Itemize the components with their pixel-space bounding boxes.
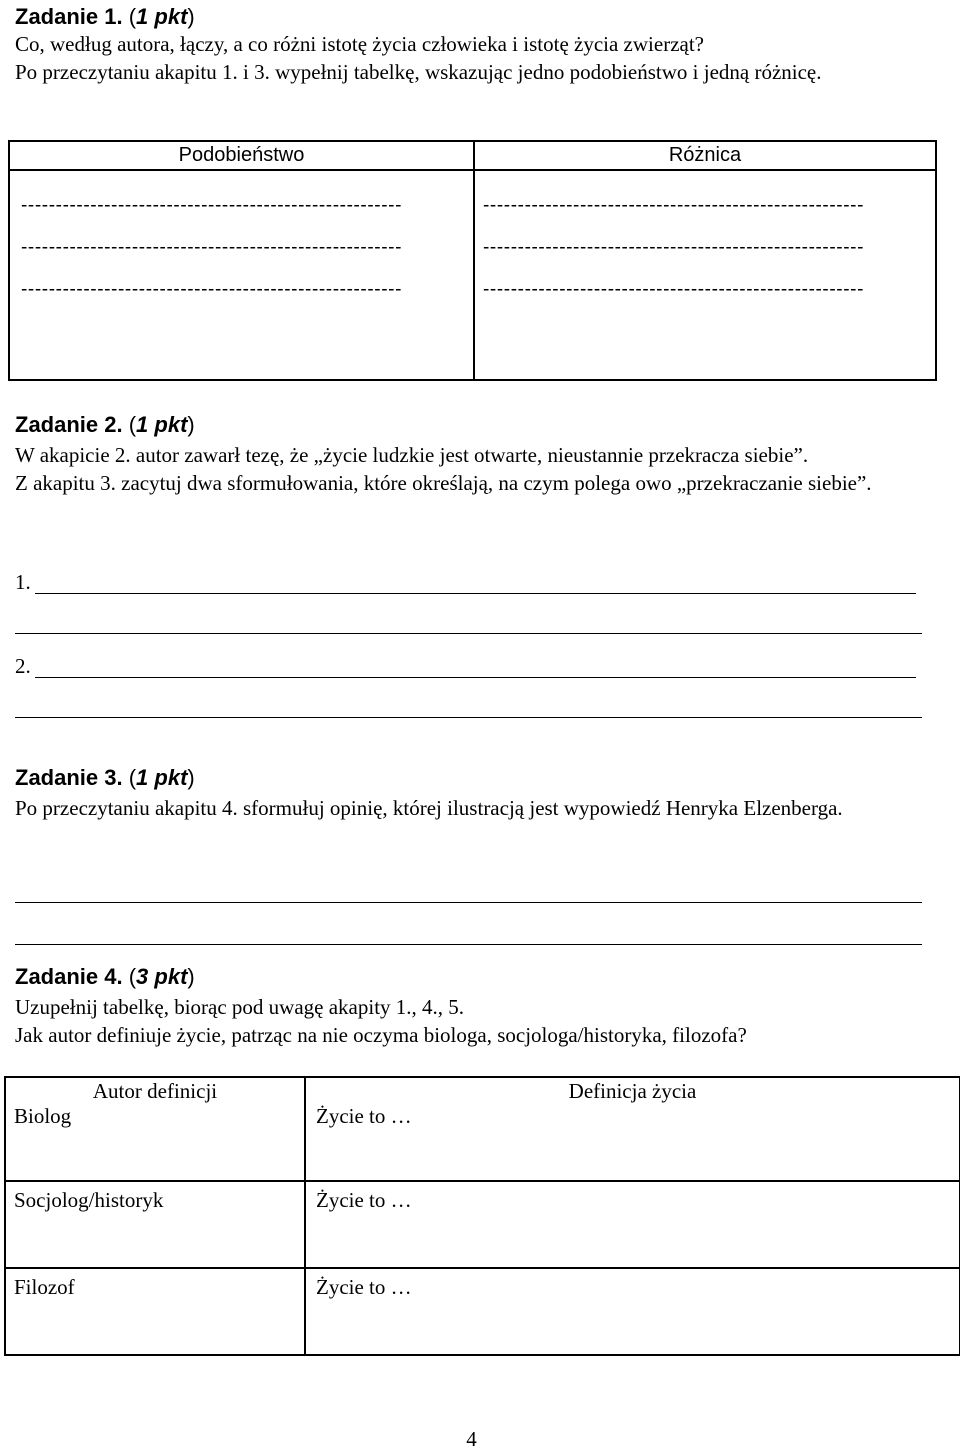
task4-instruction-2: Jak autor definiuje życie, patrząc na nie oczyma biologa, socjologa/historyka, filozofa?	[15, 1023, 747, 1047]
author-cell	[5, 1181, 305, 1268]
answer-line[interactable]	[15, 717, 922, 718]
definition-cell[interactable]	[305, 1181, 960, 1268]
answer-line[interactable]	[35, 677, 916, 678]
dashed-line: -------------------------------------------------------	[483, 195, 864, 216]
definition-cell[interactable]	[305, 1268, 960, 1355]
dashed-line: -------------------------------------------------------	[21, 195, 402, 216]
task2-heading	[15, 412, 195, 438]
author-cell	[5, 1077, 305, 1181]
dashed-line: -------------------------------------------------------	[483, 279, 864, 300]
task2-instruction: Z akapitu 3. zacytuj dwa sformułowania, które określają, na czym polega owo „przekraczanie siebie”.	[15, 471, 872, 495]
task3-title: Zadanie 3.	[15, 765, 123, 790]
answer-label-2: 2.	[15, 654, 31, 678]
row-author: Biolog	[14, 1104, 72, 1128]
task1-question: Co, według autora, łączy, a co różni istotę życia człowieka i istotę życia zwierząt?	[15, 32, 704, 56]
row-definition: Życie to …	[316, 1188, 412, 1212]
dashed-line: -------------------------------------------------------	[483, 237, 864, 258]
answer-line[interactable]	[15, 633, 922, 634]
header-author: Autor definicji	[92, 1079, 218, 1103]
task4-heading	[15, 964, 195, 990]
row-author: Filozof	[14, 1275, 75, 1299]
answer-line[interactable]	[15, 944, 922, 945]
similarity-difference-table	[8, 140, 937, 381]
row-definition: Życie to …	[316, 1104, 412, 1128]
answer-line[interactable]	[35, 593, 916, 594]
difference-answer-cell[interactable]	[474, 170, 936, 380]
similarity-answer-cell[interactable]	[9, 170, 474, 380]
dashed-line: -------------------------------------------------------	[21, 279, 402, 300]
task1-heading	[15, 4, 195, 30]
header-difference: Różnica	[474, 141, 936, 170]
task3-instruction: Po przeczytaniu akapitu 4. sformułuj opinię, której ilustracją jest wypowiedź Henryka Elzenberga.	[15, 796, 843, 820]
row-author: Socjolog/historyk	[14, 1188, 164, 1212]
task2-title: Zadanie 2.	[15, 412, 123, 437]
task4-instruction-1: Uzupełnij tabelkę, biorąc pod uwagę akapity 1., 4., 5.	[15, 995, 465, 1019]
task3-points: (1 pkt)	[128, 765, 195, 790]
task3-heading	[15, 765, 195, 791]
answer-label-1: 1.	[15, 570, 31, 594]
task1-points: (1 pkt)	[128, 4, 195, 29]
row-definition: Życie to …	[316, 1275, 412, 1299]
definition-cell[interactable]	[305, 1077, 960, 1181]
header-similarity: Podobieństwo	[9, 141, 474, 170]
page-number: 4	[466, 1427, 477, 1451]
task1-instruction: Po przeczytaniu akapitu 1. i 3. wypełnij tabelkę, wskazując jedno podobieństwo i jedną różnicę.	[15, 60, 822, 84]
dashed-line: -------------------------------------------------------	[21, 237, 402, 258]
task1-title: Zadanie 1.	[15, 4, 123, 29]
author-cell	[5, 1268, 305, 1355]
answer-line[interactable]	[15, 902, 922, 903]
task2-points: (1 pkt)	[128, 412, 195, 437]
task4-title: Zadanie 4.	[15, 964, 123, 989]
header-definition: Definicja życia	[568, 1079, 697, 1103]
task2-thesis: W akapicie 2. autor zawarł tezę, że „życie ludzkie jest otwarte, nieustannie przekracza siebie”.	[15, 443, 809, 467]
task4-points: (3 pkt)	[128, 964, 195, 989]
life-definition-table	[4, 1076, 960, 1356]
